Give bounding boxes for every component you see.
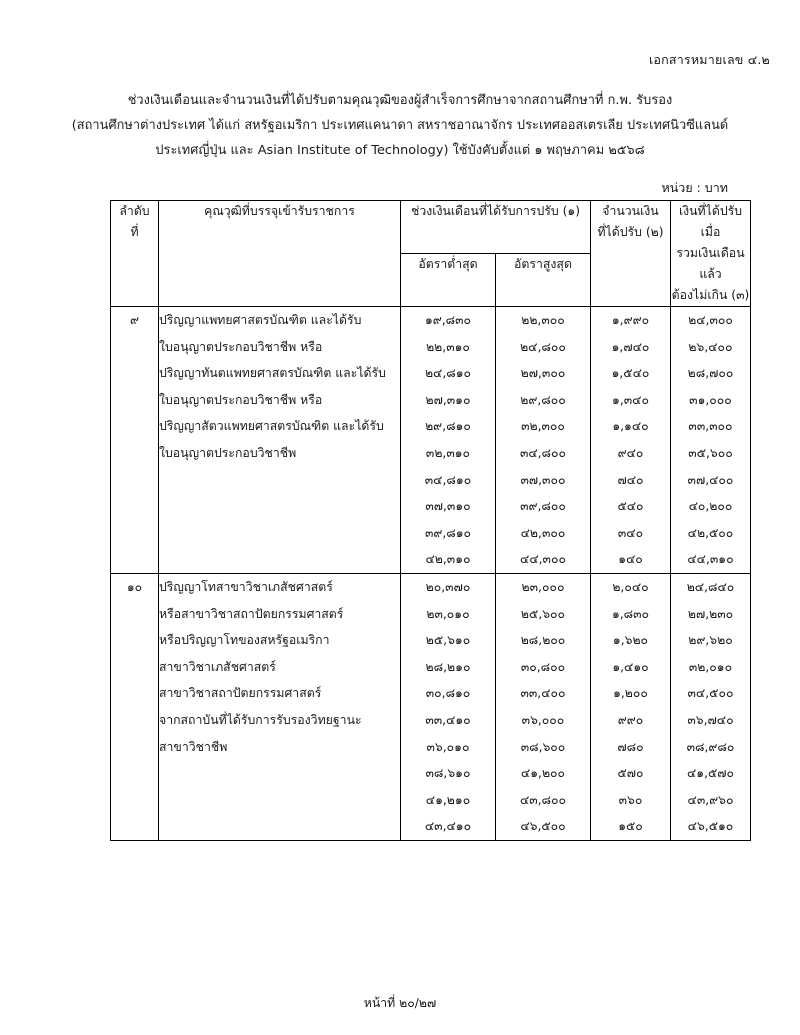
table-header-row-1 [111, 201, 751, 254]
header-adjust-amount-line1: จำนวนเงิน [602, 204, 659, 218]
max-rate-value: ๔๔,๓๐๐ [520, 552, 566, 567]
adjust-amount-value: ๙๙๐ [617, 712, 644, 727]
cell-qualification [159, 307, 401, 574]
cell-salary-cap [671, 573, 751, 840]
qualification-line: สาขาวิชาสถาปัตยกรรมศาสตร์ [159, 686, 322, 701]
header-order-no-line1: ลำดับ [119, 204, 150, 218]
min-rate-value: ๒๗,๓๑๐ [425, 392, 471, 407]
adjust-amount-value: ๑๕๐ [618, 819, 643, 834]
min-rate-value: ๓๓,๔๑๐ [425, 712, 471, 727]
min-rate-value: ๒๘,๒๑๐ [425, 659, 471, 674]
qualification-line: ปริญญาสัตวแพทยศาสตรบัณฑิต และได้รับ [159, 419, 384, 434]
salary-cap-value: ๓๒,๐๑๐ [688, 659, 733, 674]
min-rate-value: ๓๐,๘๑๐ [425, 686, 471, 701]
qualification-line: ปริญญาโทสาขาวิชาเภสัชศาสตร์ [159, 579, 333, 594]
unit-note: หน่วย : บาท [661, 180, 728, 195]
header-adjust-amount [591, 201, 671, 307]
adjust-amount-value: ๑๔๐ [618, 552, 643, 567]
min-rate-value: ๑๙,๘๓๐ [424, 313, 472, 327]
adjust-amount-value: ๙๔๐ [617, 445, 644, 460]
min-rate-value: ๔๑,๒๑๐ [425, 792, 471, 807]
qualification-line: จากสถาบันที่ได้รับการรับรองวิทยฐานะ [159, 712, 362, 727]
min-rate-value: ๒๙,๘๑๐ [425, 419, 471, 434]
adjust-amount-value: ๑,๗๔๐ [611, 339, 650, 354]
salary-cap-value: ๓๓,๓๐๐ [688, 419, 733, 434]
salary-cap-value: ๓๔,๕๐๐ [687, 686, 734, 701]
max-rate-value: ๒๔,๘๐๐ [520, 339, 566, 354]
header-order-no-line2: ที่ [130, 225, 139, 239]
document-number: เอกสารหมายเลข ๔.๒ [648, 52, 770, 67]
salary-adjustment-table [110, 200, 751, 841]
cell-order-no [111, 573, 159, 840]
max-rate-value: ๔๑,๒๐๐ [520, 766, 566, 781]
salary-cap-value: ๒๙,๖๒๐ [688, 633, 733, 648]
min-rate-value: ๔๓,๔๑๐ [424, 819, 472, 834]
max-rate-value: ๓๖,๐๐๐ [521, 712, 565, 727]
cell-max-rate [496, 573, 591, 840]
min-rate-value: ๓๖,๐๑๐ [426, 739, 470, 754]
adjust-amount-value: ๑,๒๐๐ [613, 686, 648, 701]
adjust-amount-value: ๑,๑๔๐ [612, 419, 649, 434]
salary-cap-value: ๒๔,๘๔๐ [686, 579, 735, 594]
max-rate-value: ๔๖,๕๐๐ [520, 819, 566, 834]
max-rate-value: ๓๒,๓๐๐ [521, 419, 565, 434]
adjust-amount-value: ๑,๔๑๐ [612, 659, 649, 674]
salary-cap-value: ๒๗,๒๓๐ [687, 606, 734, 621]
salary-cap-value: ๒๔,๓๐๐ [688, 313, 733, 327]
header-max-rate: อัตราสูงสุด [496, 254, 591, 307]
page-footer: หน้าที่ ๒๐/๒๗ [363, 996, 437, 1010]
header-salary-range-group: ช่วงเงินเดือนที่ได้รับการปรับ (๑) [401, 201, 591, 254]
salary-cap-value: ๓๗,๔๐๐ [687, 472, 734, 487]
cell-min-rate [401, 307, 496, 574]
cell-max-rate [496, 307, 591, 574]
max-rate-value: ๒๕,๖๐๐ [520, 606, 566, 621]
salary-cap-value: ๓๘,๙๘๐ [686, 739, 735, 754]
page-title-line-3: ประเทศญี่ปุ่น และ Asian Institute of Technology) ใช้บังคับตั้งแต่ ๑ พฤษภาคม ๒๕๖๘ [155, 143, 645, 158]
max-rate-value: ๒๗,๓๐๐ [520, 366, 566, 381]
cell-qualification [159, 573, 401, 840]
max-rate-value: ๒๒,๓๐๐ [521, 313, 565, 327]
adjust-amount-value: ๑,๘๓๐ [611, 606, 650, 621]
max-rate-value: ๒๘,๒๐๐ [520, 633, 566, 648]
table-row [111, 573, 751, 840]
salary-cap-value: ๔๔,๓๑๐ [687, 552, 734, 567]
min-rate-value: ๓๒,๓๑๐ [425, 445, 471, 460]
cell-adjust-amount [591, 573, 671, 840]
header-salary-cap-line1: เงินที่ได้ปรับเมื่อ [678, 204, 743, 239]
min-rate-value: ๒๕,๖๑๐ [425, 633, 471, 648]
salary-cap-value: ๔๑,๕๗๐ [686, 766, 735, 781]
order-no-value: ๙ [129, 313, 139, 327]
header-order-no [111, 201, 159, 307]
min-rate-value: ๒๔,๘๑๐ [424, 366, 472, 381]
qualification-line: สาขาวิชาชีพ [159, 739, 228, 754]
header-salary-cap-line3: ต้องไม่เกิน (๓) [671, 288, 750, 302]
salary-cap-value: ๓๕,๖๐๐ [688, 445, 733, 460]
salary-cap-value: ๒๘,๗๐๐ [687, 366, 734, 381]
salary-table-wrapper [110, 200, 750, 841]
adjust-amount-value: ๓๔๐ [617, 525, 644, 540]
adjust-amount-value: ๗๘๐ [617, 739, 644, 754]
min-rate-value: ๔๒,๓๑๐ [425, 552, 471, 567]
min-rate-value: ๒๓,๐๑๐ [426, 606, 470, 621]
adjust-amount-value: ๒,๐๔๐ [612, 579, 649, 594]
adjust-amount-value: ๑,๓๔๐ [612, 392, 649, 407]
cell-adjust-amount [591, 307, 671, 574]
header-qualification: คุณวุฒิที่บรรจุเข้ารับราชการ [159, 201, 401, 307]
qualification-line: ปริญญาแพทยศาสตรบัณฑิต และได้รับ [159, 313, 362, 327]
max-rate-value: ๓๗,๓๐๐ [520, 472, 566, 487]
salary-cap-value: ๔๖,๕๑๐ [687, 819, 734, 834]
cell-salary-cap [671, 307, 751, 574]
min-rate-value: ๒๒,๓๑๐ [426, 339, 470, 354]
salary-cap-value: ๔๒,๕๐๐ [687, 525, 734, 540]
adjust-amount-value: ๕๔๐ [617, 499, 644, 514]
max-rate-value: ๔๒,๓๐๐ [520, 525, 566, 540]
max-rate-value: ๓๐,๘๐๐ [520, 659, 566, 674]
header-salary-cap-line2: รวมเงินเดือนแล้ว [676, 246, 745, 281]
max-rate-value: ๓๓,๔๐๐ [520, 686, 566, 701]
min-rate-value: ๓๘,๖๑๐ [425, 766, 471, 781]
max-rate-value: ๒๓,๐๐๐ [521, 579, 565, 594]
adjust-amount-value: ๓๖๐ [618, 792, 643, 807]
max-rate-value: ๔๓,๘๐๐ [519, 792, 567, 807]
qualification-line: ปริญญาทันตแพทยศาสตรบัณฑิต และได้รับ [159, 366, 386, 381]
header-salary-cap [671, 201, 751, 307]
table-row [111, 307, 751, 574]
max-rate-value: ๒๙,๘๐๐ [520, 392, 566, 407]
max-rate-value: ๓๙,๘๐๐ [520, 499, 566, 514]
salary-cap-value: ๓๑,๐๐๐ [689, 392, 732, 407]
document-title-block [0, 88, 800, 163]
qualification-line: ใบอนุญาตประกอบวิชาชีพ [159, 445, 297, 460]
salary-cap-value: ๒๖,๔๐๐ [688, 339, 733, 354]
salary-cap-value: ๔๓,๙๖๐ [687, 792, 734, 807]
adjust-amount-value: ๑,๕๔๐ [611, 366, 650, 381]
qualification-line: ใบอนุญาตประกอบวิชาชีพ หรือ [159, 339, 323, 354]
cell-order-no [111, 307, 159, 574]
max-rate-value: ๓๔,๘๐๐ [519, 445, 567, 460]
order-no-value: ๑๐ [126, 579, 143, 594]
table-header [111, 201, 751, 307]
table-body [111, 307, 751, 841]
adjust-amount-value: ๕๗๐ [617, 766, 644, 781]
qualification-line: หรือสาขาวิชาสถาปัตยกรรมศาสตร์ [159, 606, 344, 621]
page-title-line-2: (สถานศึกษาต่างประเทศ ได้แก่ สหรัฐอเมริกา ประเทศแคนาดา สหราชอาณาจักร ประเทศออสเตรเลีย ประเทศนิวซีแลนด์ [71, 118, 729, 133]
adjust-amount-value: ๑,๖๒๐ [612, 633, 649, 648]
header-min-rate: อัตราต่ำสุด [401, 254, 496, 307]
max-rate-value: ๓๘,๖๐๐ [520, 739, 566, 754]
cell-min-rate [401, 573, 496, 840]
qualification-line: หรือปริญญาโทของสหรัฐอเมริกา [159, 633, 330, 648]
qualification-line: สาขาวิชาเภสัชศาสตร์ [159, 659, 276, 674]
qualification-line: ใบอนุญาตประกอบวิชาชีพ หรือ [159, 392, 323, 407]
salary-cap-value: ๔๐,๒๐๐ [688, 499, 733, 514]
min-rate-value: ๓๗,๓๑๐ [425, 499, 471, 514]
header-adjust-amount-line2: ที่ได้ปรับ (๒) [597, 225, 664, 239]
adjust-amount-value: ๑,๙๙๐ [611, 313, 650, 327]
salary-cap-value: ๓๖,๗๔๐ [687, 712, 734, 727]
min-rate-value: ๓๙,๘๑๐ [424, 525, 472, 540]
adjust-amount-value: ๗๔๐ [617, 472, 644, 487]
min-rate-value: ๒๐,๓๗๐ [425, 579, 471, 594]
page-title-line-1: ช่วงเงินเดือนและจำนวนเงินที่ได้ปรับตามคุณวุฒิของผู้สำเร็จการศึกษาจากสถานศึกษาที่ ก.พ. รับรอง [127, 93, 673, 108]
min-rate-value: ๓๔,๘๑๐ [424, 472, 472, 487]
